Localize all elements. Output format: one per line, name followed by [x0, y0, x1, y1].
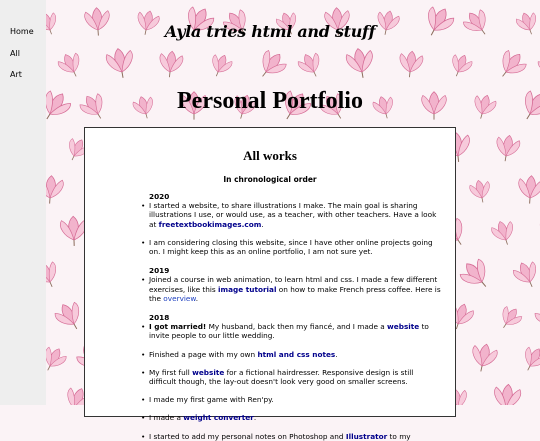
list-item: • My first full website for a fictional hairdresser. Responsive design is still difficult though, the lay-out doesn't look very good on smaller screens.	[121, 368, 441, 386]
sidebar	[0, 0, 46, 405]
weight-converter-link[interactable]: weight converter	[183, 413, 254, 423]
image-tutorial-link[interactable]: image tutorial	[218, 284, 277, 294]
list-item: • Joined a course in web animation, to learn html and css. I made a few different exercises, like this image tutorial on how to make French press coffee. Here is the overview.	[121, 275, 441, 303]
html-css-notes-link[interactable]: html and css notes	[257, 349, 336, 359]
flower-decoration	[296, 50, 326, 81]
flower-decoration	[253, 47, 290, 84]
works-card	[84, 127, 456, 441]
wedding-website-link[interactable]: website	[387, 322, 420, 332]
year-heading: 2019	[149, 266, 170, 276]
flower-decoration	[345, 46, 376, 80]
card-title: All works	[243, 148, 297, 163]
sidebar-item-art[interactable]: Art	[10, 70, 22, 79]
list-item: • I got married! My husband, back then my fiancé, and I made a website to invite people to our little wedding.	[121, 322, 441, 340]
flower-decoration	[518, 344, 540, 376]
list-item: • I am considering closing this website, since I have other online projects going on. I might keep this as an online portfolio, I am not sure yet.	[121, 238, 441, 256]
illustrator-link[interactable]: Illustrator	[345, 431, 388, 441]
flower-decoration	[105, 46, 136, 80]
flower-decoration	[490, 218, 518, 248]
flower-decoration	[158, 50, 184, 78]
year-heading: 2018	[149, 313, 170, 323]
flower-decoration	[493, 47, 530, 84]
flower-decoration	[494, 133, 521, 163]
list-item: • I made a weight converter.	[121, 413, 441, 422]
flower-decoration	[469, 178, 493, 204]
list-item: • Finished a page with my own html and css notes.	[121, 350, 441, 359]
year-heading: 2020	[149, 192, 170, 201]
page-title: Personal Portfolio	[177, 88, 363, 114]
card-subtitle: In chronological order	[223, 175, 317, 184]
sidebar-item-all[interactable]: All	[10, 49, 20, 58]
flower-decoration	[469, 342, 499, 374]
flower-decoration	[511, 258, 540, 291]
flower-decoration	[52, 299, 87, 335]
hairdresser-website-link[interactable]: website	[192, 367, 225, 377]
site-title: Ayla tries html and stuff	[164, 22, 376, 41]
list-item: • I made my first game with Ren'py.	[121, 395, 441, 404]
flower-decoration	[536, 50, 540, 81]
flower-decoration	[492, 383, 521, 405]
overview-link[interactable]: overview	[163, 293, 196, 303]
works-list	[121, 192, 441, 441]
flower-decoration	[398, 50, 424, 78]
flower-decoration	[457, 255, 496, 295]
flower-decoration	[56, 50, 86, 81]
flower-decoration	[207, 52, 234, 80]
flower-decoration	[532, 299, 540, 335]
flower-decoration	[517, 175, 540, 205]
list-item: • I started to add my personal notes on Photoshop and Illustrator to my	[121, 432, 441, 441]
flower-decoration	[495, 304, 524, 334]
sidebar-item-home[interactable]: Home	[10, 27, 34, 36]
freetextbookimages-link[interactable]: freetextbookimages.com	[158, 219, 262, 229]
list-item: • I started a website, to share illustrations I make. The main goal is sharing illustrations I use, or would use, as a teacher, with other teachers. Have a look at freetextbookimages.com.	[121, 201, 441, 229]
flower-decoration	[447, 52, 474, 80]
